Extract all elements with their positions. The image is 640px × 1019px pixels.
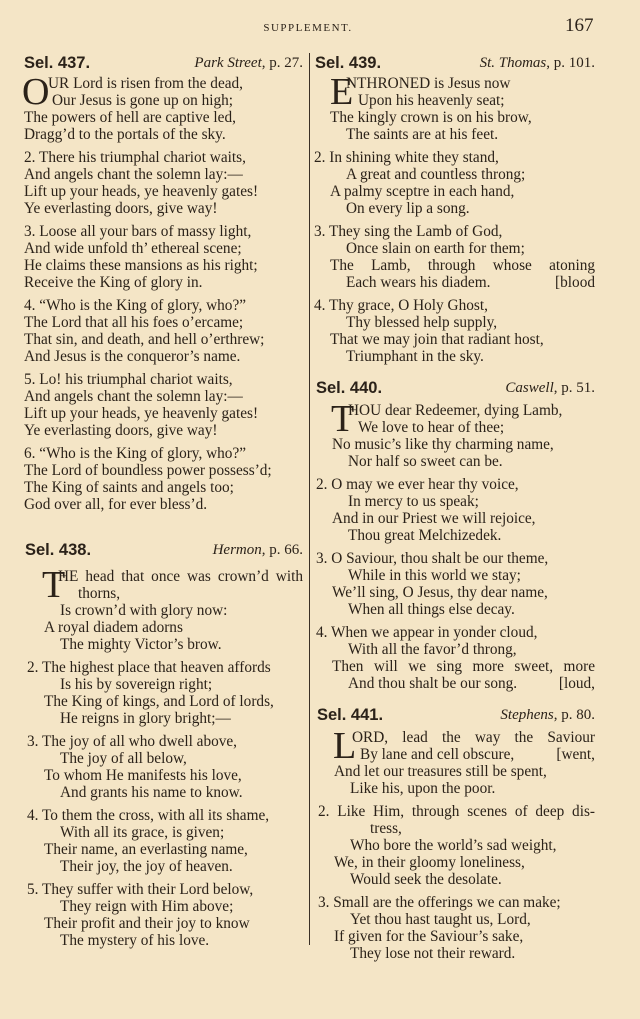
verse-line	[0, 624, 595, 641]
verse-text: Their profit and their joy to know	[44, 915, 250, 932]
verse-text: And wide unfold th’ ethereal scene;	[24, 240, 242, 257]
verse-line	[0, 126, 595, 143]
tune-name: St. Thomas	[479, 55, 547, 71]
drop-cap: L	[333, 725, 357, 767]
verse-text: 3. O Saviour, thou shalt be our theme,	[316, 550, 549, 567]
verse-line	[0, 402, 595, 419]
verse-line	[0, 928, 595, 945]
stanza	[0, 149, 640, 217]
tune-reference	[0, 377, 595, 399]
verse-text: 5. Lo! his triumphal chariot waits,	[24, 371, 233, 388]
line-turnover: [loud,	[558, 675, 595, 692]
selection-heading	[0, 377, 595, 399]
verse-line	[0, 911, 595, 928]
stanza	[0, 550, 640, 618]
verse-text: Like his, upon the poor.	[350, 780, 496, 797]
selection-number: Sel. 440.	[316, 379, 383, 397]
page-number: 167	[565, 15, 594, 36]
verse-line	[0, 166, 595, 183]
verse-text: He claims these mansions as his right;	[24, 257, 258, 274]
verse-text: 5. They suffer with their Lord below,	[27, 881, 254, 898]
tune-reference	[0, 52, 595, 74]
verse-text: Once slain on earth for them;	[346, 240, 525, 257]
verse-line	[0, 675, 595, 692]
verse-text: The Lamb, through whose atoning	[330, 257, 595, 274]
verse-line	[0, 820, 595, 837]
tune-page: , p. 66.	[261, 542, 303, 558]
verse-text: 3. They sing the Lamb of God,	[314, 223, 503, 240]
verse-text: A palmy sceptre in each hand,	[330, 183, 515, 200]
hymn-selection-441	[0, 704, 640, 962]
verse-line	[0, 200, 595, 217]
verse-text: The Lord that all his foes o’ercame;	[24, 314, 244, 331]
verse-text: The mighty Victor’s brow.	[60, 636, 222, 653]
verse-line	[0, 92, 595, 109]
tune-name: Park Street	[194, 55, 262, 71]
verse-line	[0, 567, 595, 584]
verse-text: And thou shalt be our song.	[348, 675, 518, 692]
verse-text: 4. “Who is the King of glory, who?”	[24, 297, 247, 314]
verse-text: Thou great Melchizedek.	[348, 527, 502, 544]
verse-text: God over all, for ever bless’d.	[24, 496, 208, 513]
verse-text: We’ll sing, O Jesus, thy dear name,	[332, 584, 548, 601]
verse-text: The kingly crown is on his brow,	[330, 109, 532, 126]
verse-line	[0, 641, 595, 658]
verse-text: Thy blessed help supply,	[346, 314, 498, 331]
verse-text: Lift up your heads, ye heavenly gates!	[24, 405, 259, 422]
verse-text: We love to hear of thee;	[358, 419, 505, 436]
verse-text: The joy of all below,	[60, 750, 187, 767]
verse-text: A great and countless throng;	[346, 166, 526, 183]
verse-text: thorns,	[78, 585, 121, 602]
verse-text: Each wears his diadem.	[346, 274, 491, 291]
verse-line	[0, 601, 595, 618]
drop-cap: T	[42, 564, 66, 606]
verse-text: If given for the Saviour’s sake,	[334, 928, 524, 945]
selection-number: Sel. 437.	[24, 54, 91, 72]
verse-text: That we may join that radiant host,	[330, 331, 544, 348]
verse-line	[0, 436, 595, 453]
tune-reference	[0, 704, 595, 726]
verse-text: The saints are at his feet.	[346, 126, 499, 143]
selection-heading	[0, 52, 595, 74]
verse-text: No music’s like thy charming name,	[332, 436, 554, 453]
line-turnover: [went,	[556, 746, 595, 763]
verse-text: 3. The joy of all who dwell above,	[27, 733, 238, 750]
verse-line	[0, 837, 595, 854]
verse-text: The King of saints and angels too;	[24, 479, 234, 496]
drop-cap: E	[330, 71, 354, 113]
selection-heading	[0, 704, 595, 726]
stanza	[0, 624, 640, 692]
verse-text: The powers of hell are captive led,	[24, 109, 236, 126]
verse-text: That sin, and death, and hell o’erthrew;	[24, 331, 265, 348]
stanza	[0, 398, 640, 470]
verse-text: And angels chant the solemn lay:—	[24, 166, 243, 183]
verse-text: 2. O may we ever hear thy voice,	[316, 476, 519, 493]
verse-text: They lose not their reward.	[350, 945, 516, 962]
verse-text: On every lip a song.	[346, 200, 470, 217]
verse-line	[0, 763, 595, 780]
verse-text: Their joy, the joy of heaven.	[60, 858, 233, 875]
verse-text: Would seek the desolate.	[350, 871, 502, 888]
selection-number: Sel. 441.	[317, 706, 384, 724]
verse-line	[0, 297, 595, 314]
verse-text: And let our treasures still be spent,	[334, 763, 547, 780]
verse-text: A royal diadem adorns	[44, 619, 183, 636]
verse-text: With all its grace, is given;	[60, 824, 225, 841]
verse-text: 4. To them the cross, with all its shame,	[27, 807, 270, 824]
verse-text: NTHRONED is Jesus now	[346, 75, 511, 92]
verse-text: 3. Small are the offerings we can make;	[318, 894, 561, 911]
stanza	[0, 223, 640, 291]
verse-text: And angels chant the solemn lay:—	[24, 388, 243, 405]
verse-text: HE head that once was crown’d with	[58, 568, 303, 585]
verse-text: ORD, lead the way the Saviour	[352, 729, 595, 746]
verse-text: Lift up your heads, ye heavenly gates!	[24, 183, 259, 200]
verse-text: UR Lord is risen from the dead,	[48, 75, 243, 92]
verse-text: And Jesus is the conqueror’s name.	[24, 348, 241, 365]
verse-line	[0, 75, 595, 92]
verse-line	[0, 493, 595, 510]
drop-cap: T	[331, 398, 355, 440]
verse-text: The King of kings, and Lord of lords,	[44, 693, 274, 710]
tune-page: , p. 27.	[261, 55, 303, 71]
verse-text: 2. Like Him, through scenes of deep dis-	[318, 803, 595, 820]
verse-line	[0, 510, 595, 527]
stanza	[0, 71, 640, 143]
verse-line	[0, 348, 595, 365]
drop-cap: O	[22, 71, 50, 113]
verse-text: Is his by sovereign right;	[60, 676, 213, 693]
verse-line	[0, 945, 595, 962]
verse-line	[0, 803, 595, 820]
running-head: SUPPLEMENT.	[263, 22, 353, 34]
verse-line	[0, 894, 595, 911]
verse-text: Ye everlasting doors, give way!	[24, 422, 218, 439]
verse-line	[0, 854, 595, 871]
verse-line	[0, 729, 595, 746]
verse-text: 6. “Who is the King of glory, who?”	[24, 445, 247, 462]
line-turnover: [blood	[555, 274, 595, 291]
verse-text: And grants his name to know.	[60, 784, 243, 801]
verse-line	[0, 871, 595, 888]
stanza	[0, 725, 640, 797]
verse-text: Nor half so sweet can be.	[348, 453, 503, 470]
stanza	[0, 803, 640, 888]
verse-text: The Lord of boundless power possess’d;	[24, 462, 272, 479]
verse-line	[0, 314, 595, 331]
verse-text: He reigns in glory bright;—	[60, 710, 231, 727]
verse-line	[0, 658, 595, 675]
verse-text: 2. The highest place that heaven affords	[27, 659, 271, 676]
selection-number: Sel. 439.	[315, 54, 382, 72]
verse-line	[0, 550, 595, 567]
verse-text: 2. In shining white they stand,	[314, 149, 499, 166]
verse-text: By lane and cell obscure,	[360, 746, 515, 763]
verse-text: 2. There his triumphal chariot waits,	[24, 149, 246, 166]
verse-text: They reign with Him above;	[60, 898, 234, 915]
verse-text: With all the favor’d throng,	[348, 641, 517, 658]
verse-text: Triumphant in the sky.	[346, 348, 484, 365]
verse-text: HOU dear Redeemer, dying Lamb,	[348, 402, 563, 419]
verse-text: 4. When we appear in yonder cloud,	[316, 624, 538, 641]
tune-name: Hermon	[212, 542, 262, 558]
verse-text: Upon his heavenly seat;	[358, 92, 505, 109]
right-column	[0, 52, 640, 968]
verse-line	[0, 183, 595, 200]
tune-name: Stephens	[500, 707, 554, 723]
verse-line	[0, 331, 595, 348]
verse-text: Dragg’d to the portals of the sky.	[24, 126, 226, 143]
verse-line	[0, 240, 595, 257]
verse-text: We, in their gloomy loneliness,	[334, 854, 525, 871]
verse-line	[0, 453, 595, 470]
stanza	[0, 894, 640, 962]
tune-page: , p. 101.	[546, 55, 595, 71]
verse-text: And in our Priest we will rejoice,	[332, 510, 536, 527]
verse-text: 4. Thy grace, O Holy Ghost,	[314, 297, 488, 314]
verse-text: When all things else decay.	[348, 601, 515, 618]
verse-text: Yet thou hast taught us, Lord,	[350, 911, 531, 928]
tune-page: , p. 80.	[553, 707, 595, 723]
hymn-selection-439	[0, 52, 640, 365]
verse-text: tress,	[370, 820, 402, 837]
verse-text: Their name, an everlasting name,	[44, 841, 248, 858]
verse-text: To whom He manifests his love,	[44, 767, 242, 784]
verse-line	[0, 476, 595, 493]
verse-line	[0, 419, 595, 436]
verse-line	[0, 223, 595, 240]
verse-text: Our Jesus is gone up on high;	[52, 92, 234, 109]
verse-line	[0, 109, 595, 126]
stanza	[0, 297, 640, 365]
verse-text: Is crown’d with glory now:	[60, 602, 228, 619]
verse-line	[0, 527, 595, 544]
tune-name: Caswell	[505, 380, 554, 396]
verse-text: Then will we sing more sweet, more	[332, 658, 595, 675]
verse-text: Who bore the world’s sad weight,	[350, 837, 557, 854]
stanza	[0, 476, 640, 544]
verse-line	[0, 780, 595, 797]
verse-text: 3. Loose all your bars of massy light,	[24, 223, 252, 240]
tune-page: , p. 51.	[553, 380, 595, 396]
selection-number: Sel. 438.	[25, 541, 92, 559]
hymn-selection-440	[0, 377, 640, 692]
verse-text: The mystery of his love.	[60, 932, 210, 949]
verse-text: In mercy to us speak;	[348, 493, 479, 510]
verse-line	[0, 584, 595, 601]
verse-line	[0, 746, 595, 763]
verse-text: While in this world we stay;	[348, 567, 521, 584]
verse-line	[0, 149, 595, 166]
verse-line	[0, 274, 595, 291]
verse-line	[0, 257, 595, 274]
verse-text: Ye everlasting doors, give way!	[24, 200, 218, 217]
verse-text: Receive the King of glory in.	[24, 274, 203, 291]
